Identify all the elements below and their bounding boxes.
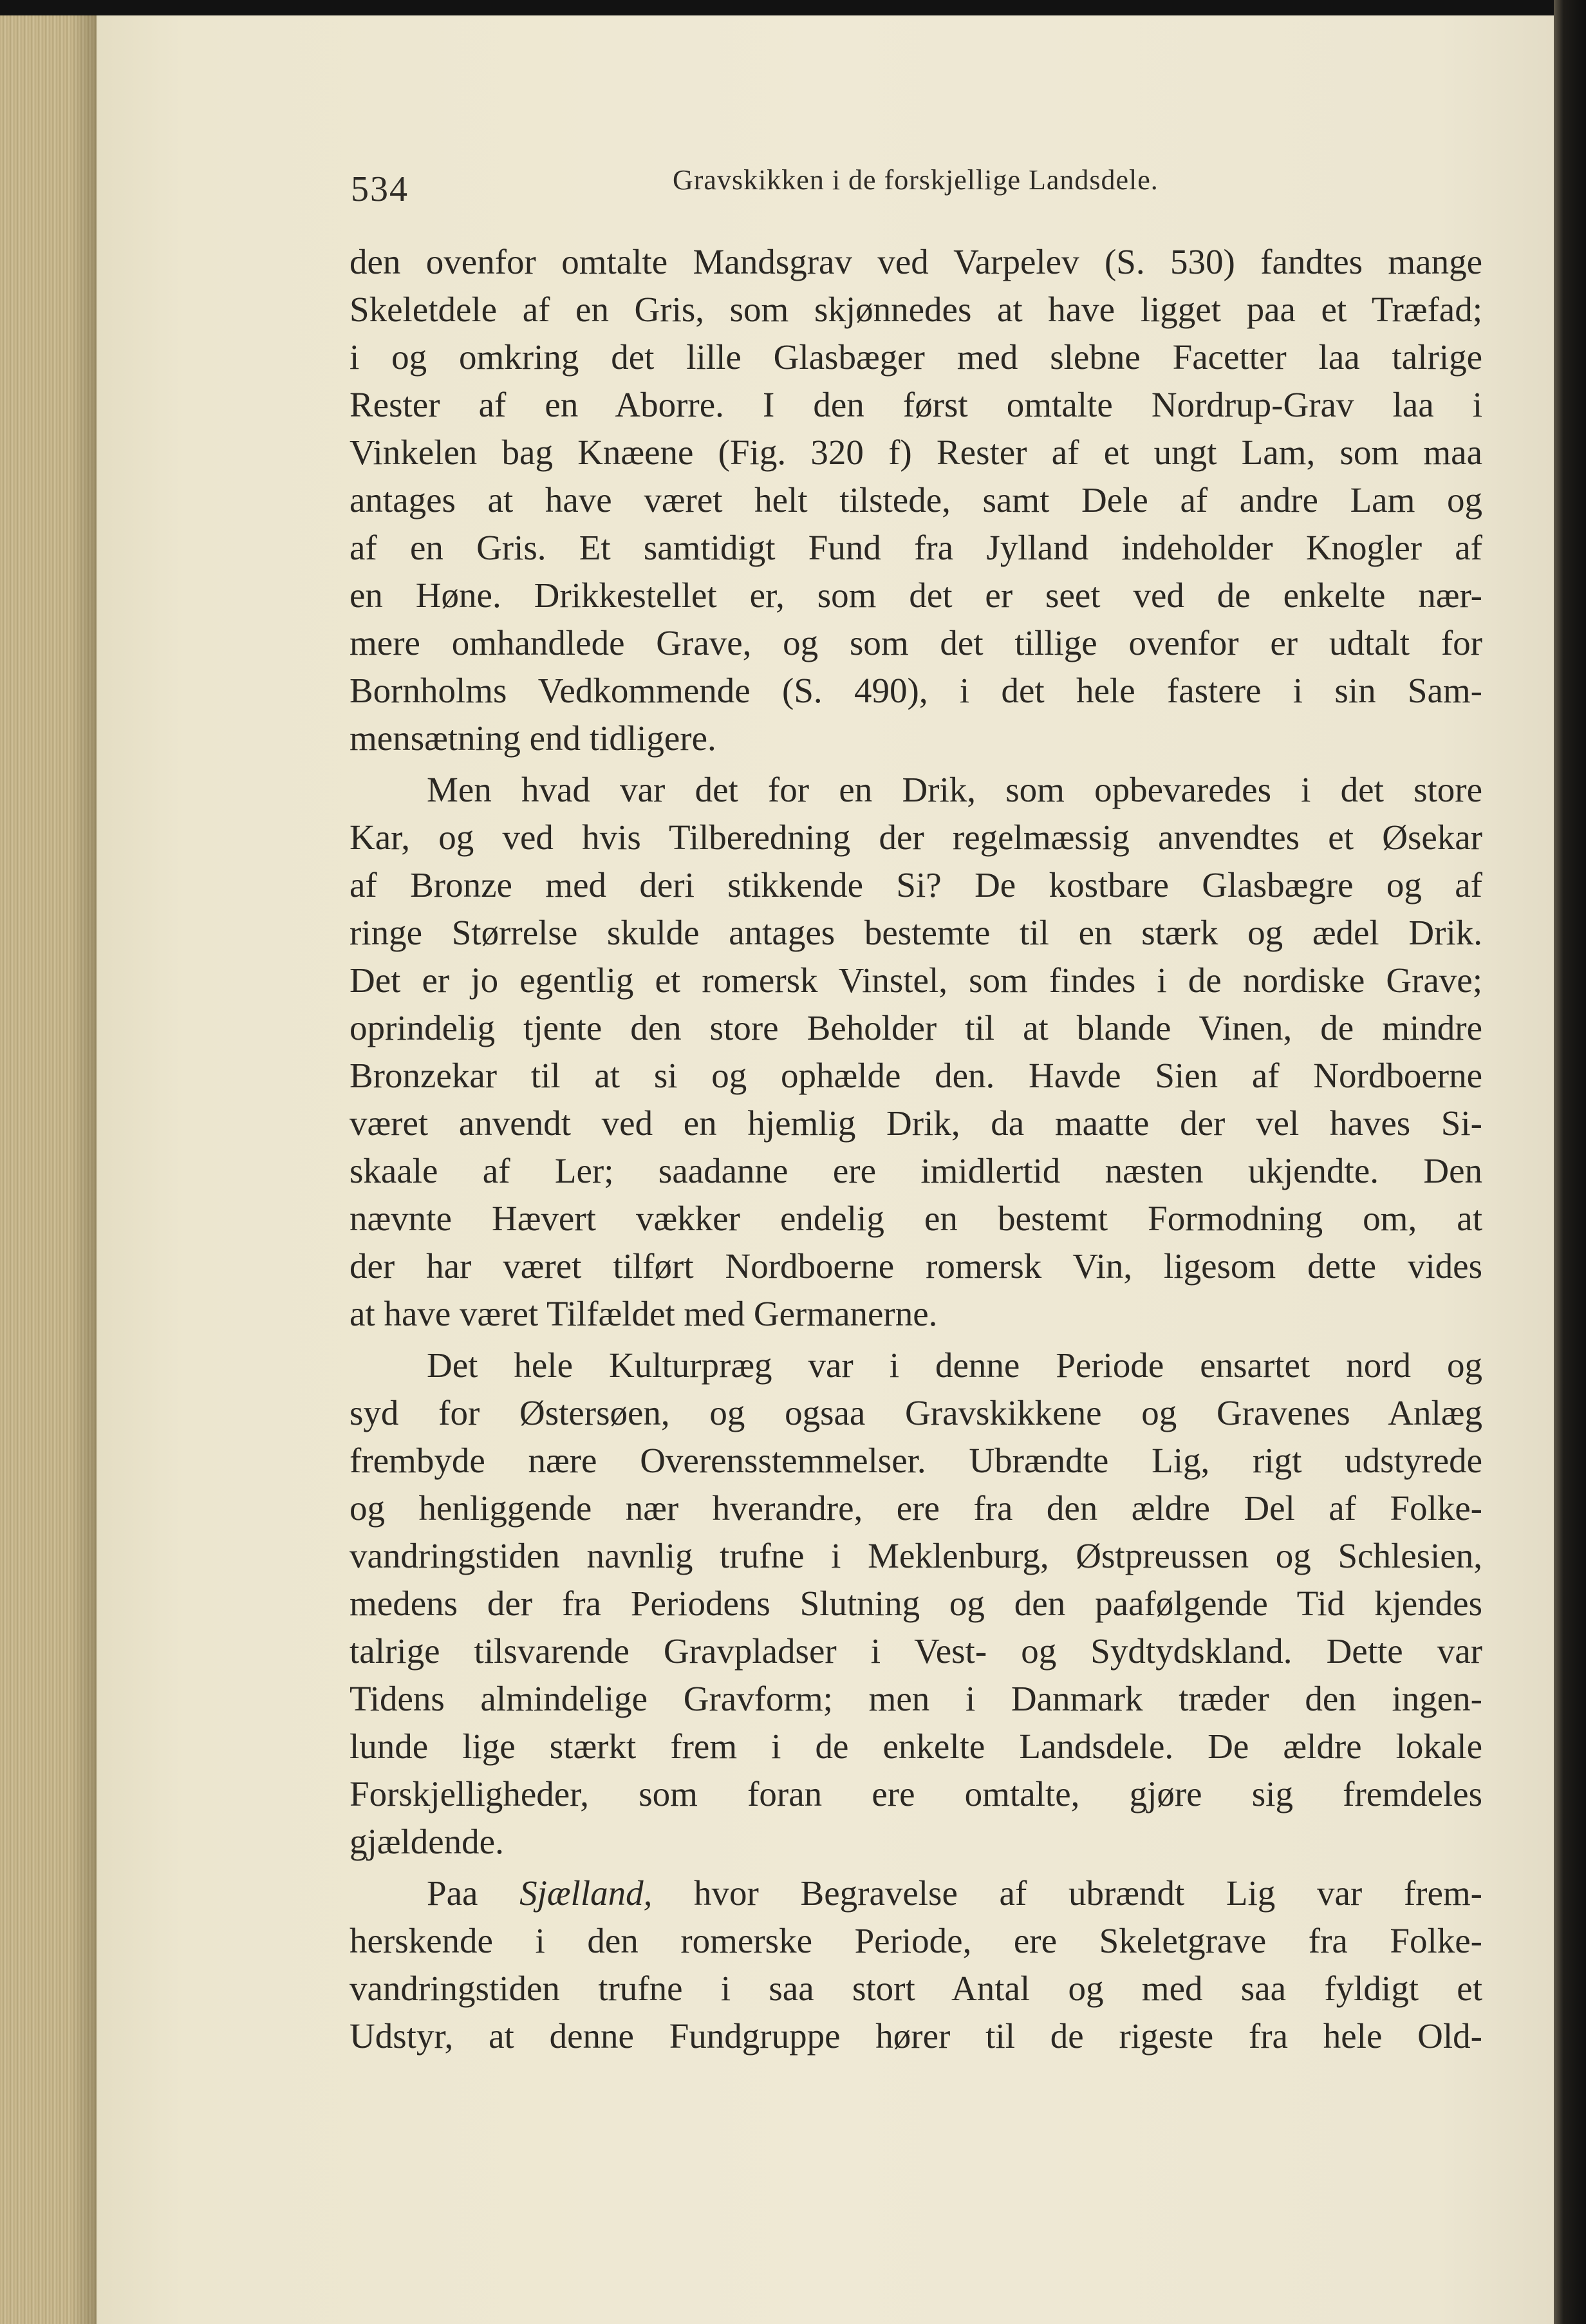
top-band: [0, 0, 1586, 15]
text-line: Bornholms Vedkommende (S. 490), i det hele fastere i sin Sam-: [350, 671, 1482, 710]
body-text: [350, 238, 1482, 2060]
text-line: Men hvad var det for en Drik, som opbevaredes i det store: [427, 770, 1482, 809]
text-line: Skeletdele af en Gris, som skjønnedes at have ligget paa et Træfad;: [350, 290, 1482, 329]
text-line: lunde lige stærkt frem i de enkelte Landsdele. De ældre lokale: [350, 1727, 1482, 1766]
book-page-edges: [0, 15, 97, 2324]
text-segment: hvor Begravelse af ubrændt Lig var frem-: [652, 1873, 1482, 1913]
text-line: været anvendt ved en hjemlig Drik, da maatte der vel haves Si-: [350, 1103, 1482, 1143]
text-line: vandringstiden trufne i saa stort Antal og med saa fyldigt et: [350, 1969, 1482, 2008]
text-line: og henliggende nær hverandre, ere fra den ældre Del af Folke-: [350, 1488, 1482, 1528]
text-line: at have været Tilfældet med Germanerne.: [350, 1294, 938, 1333]
text-line: Tidens almindelige Gravform; men i Danmark træder den ingen-: [350, 1679, 1482, 1718]
text-line: en Høne. Drikkestellet er, som det er seet ved de enkelte nær-: [350, 576, 1482, 615]
text-line: talrige tilsvarende Gravpladser i Vest- og Sydtydskland. Dette var: [350, 1631, 1482, 1671]
text-line: syd for Østersøen, og ogsaa Gravskikkene og Gravenes Anlæg: [350, 1393, 1482, 1432]
paragraph-1: [350, 238, 1482, 762]
text-line: Forskjelligheder, som foran ere omtalte, gjøre sig fremdeles: [350, 1774, 1482, 1813]
book-right-edge: [1554, 0, 1586, 2324]
text-line: [350, 1870, 1482, 1917]
running-head: Gravskikken i de forskjellige Landsdele.: [673, 164, 1159, 196]
text-line: antages at have været helt tilstede, samt Dele af andre Lam og: [350, 480, 1482, 520]
text-line: Vinkelen bag Knæene (Fig. 320 f) Rester af et ungt Lam, som maa: [350, 433, 1482, 472]
paragraph-4: [350, 1870, 1482, 2060]
text-line: skaale af Ler; saadanne ere imidlertid næsten ukjendte. Den: [350, 1151, 1482, 1190]
page-number: 534: [351, 169, 409, 209]
text-line: Det er jo egentlig et romersk Vinstel, som findes i de nordiske Grave;: [350, 961, 1482, 1000]
text-line: mere omhandlede Grave, og som det tillige ovenfor er udtalt for: [350, 623, 1482, 662]
text-line: herskende i den romerske Periode, ere Skeletgrave fra Folke-: [350, 1921, 1482, 1960]
text-line: der har været tilført Nordboerne romersk Vin, ligesom dette vides: [350, 1246, 1482, 1286]
text-line: Det hele Kulturpræg var i denne Periode ensartet nord og: [427, 1345, 1482, 1385]
text-line: mensætning end tidligere.: [350, 718, 716, 758]
text-line: Rester af en Aborre. I den først omtalte Nordrup-Grav laa i: [350, 385, 1482, 424]
text-line: Udstyr, at denne Fundgruppe hører til de rigeste fra hele Old-: [350, 2016, 1482, 2056]
paragraph-2: [350, 766, 1482, 1338]
text-line: Kar, og ved hvis Tilberedning der regelmæssig anvendtes et Øsekar: [350, 818, 1482, 857]
text-line: af en Gris. Et samtidigt Fund fra Jylland indeholder Knogler af: [350, 528, 1482, 567]
text-line: af Bronze med deri stikkende Si? De kostbare Glasbægre og af: [350, 865, 1482, 904]
text-line: medens der fra Periodens Slutning og den paafølgende Tid kjendes: [350, 1584, 1482, 1623]
text-segment: Paa: [427, 1873, 520, 1913]
text-line: oprindelig tjente den store Beholder til at blande Vinen, de mindre: [350, 1008, 1482, 1047]
text-line: gjældende.: [350, 1822, 504, 1861]
text-line: nævnte Hævert vækker endelig en bestemt Formodning om, at: [350, 1199, 1482, 1238]
text-line: vandringstiden navnlig trufne i Meklenburg, Østpreussen og Schlesien,: [350, 1536, 1482, 1575]
text-line: den ovenfor omtalte Mandsgrav ved Varpelev (S. 530) fandtes mange: [350, 242, 1482, 281]
place-name-italic: Sjælland,: [519, 1873, 653, 1913]
text-line: frembyde nære Overensstemmelser. Ubrændte Lig, rigt udstyrede: [350, 1441, 1482, 1480]
paragraph-3: [350, 1342, 1482, 1866]
text-line: i og omkring det lille Glasbæger med slebne Facetter laa talrige: [350, 337, 1482, 377]
text-line: ringe Størrelse skulde antages bestemte til en stærk og ædel Drik.: [350, 913, 1482, 952]
text-line: Bronzekar til at si og ophælde den. Havde Sien af Nordboerne: [350, 1056, 1482, 1095]
page-header: [351, 149, 1484, 209]
